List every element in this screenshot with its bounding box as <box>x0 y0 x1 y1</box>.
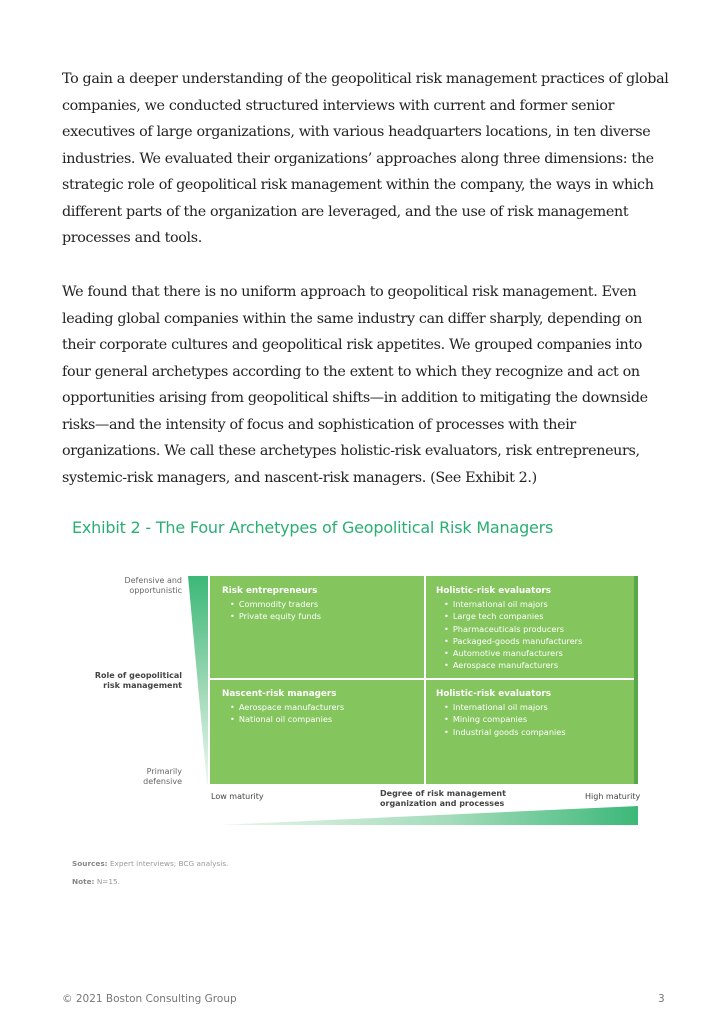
list-item: • International oil majors <box>444 598 636 610</box>
y-axis-gradient-wedge <box>188 576 208 784</box>
y-axis-top-line-2: opportunistic <box>129 586 182 595</box>
quadrant-grid <box>210 576 638 784</box>
footer-copyright: © 2021 Boston Consulting Group <box>62 993 237 1005</box>
note-text: N=15. <box>96 877 120 886</box>
x-axis-title-line-2: organization and processes <box>380 799 505 808</box>
x-axis-high-label: High maturity <box>585 792 641 801</box>
quadrant-title: Nascent-risk managers <box>222 689 337 699</box>
quadrant-risk-entrepreneurs <box>222 585 422 623</box>
y-axis-top-line-1: Defensive and <box>124 576 182 585</box>
list-item: • Industrial goods companies <box>444 726 636 738</box>
quadrant-nascent-risk-managers <box>222 688 422 726</box>
quadrant-title: Holistic-risk evaluators <box>436 586 551 596</box>
list-item: • Mining companies <box>444 713 636 725</box>
quadrant-list <box>222 598 422 623</box>
list-item: • Large tech companies <box>444 610 636 622</box>
list-item: • Aerospace manufacturers <box>444 659 636 671</box>
sources-label: Sources: <box>72 859 108 868</box>
y-axis-bottom-line-1: Primarily <box>146 767 182 776</box>
page-number: 3 <box>658 993 665 1005</box>
quadrant-title: Holistic-risk evaluators <box>436 689 551 699</box>
list-item: • National oil companies <box>230 713 422 725</box>
list-item: • Automotive manufacturers <box>444 647 636 659</box>
y-axis-top-label <box>124 576 182 596</box>
x-axis-title-line-1: Degree of risk management <box>380 789 506 798</box>
y-axis-title-line-1: Role of geopolitical <box>94 671 182 680</box>
x-axis-low-label: Low maturity <box>211 792 264 801</box>
y-axis-title-line-2: risk management <box>103 681 182 690</box>
list-item: • Packaged-goods manufacturers <box>444 635 636 647</box>
body-paragraph-2: We found that there is no uniform approach to geopolitical risk management. Even leading global companies within the same industry can differ sharply, depending on their corporate cultures and geopolitical risk appetites. We grouped companies into four general archetypes according to the extent to which they recognize and act on opportunities arising from geopolitical shifts—in addition to mitigating the downside risks—and the intensity of focus and sophistication of processes with their organizations. We call these archetypes holistic-risk evaluators, risk entrepreneurs, systemic-risk managers, and nascent-risk managers. (See Exhibit 2.) <box>62 284 648 486</box>
grid-divider-vertical <box>424 576 426 784</box>
y-axis-bottom-label <box>143 767 182 787</box>
quadrant-list <box>436 701 636 738</box>
exhibit-title: Exhibit 2 - The Four Archetypes of Geopolitical Risk Managers <box>72 518 554 537</box>
quadrant-title: Risk entrepreneurs <box>222 586 318 596</box>
x-axis-title <box>380 789 506 809</box>
list-item: • Aerospace manufacturers <box>230 701 422 713</box>
list-item: • Pharmaceuticals producers <box>444 623 636 635</box>
y-axis-title <box>95 671 182 691</box>
list-item: • Private equity funds <box>230 610 422 622</box>
list-item: • Commodity traders <box>230 598 422 610</box>
exhibit-note <box>72 877 120 886</box>
grid-divider-horizontal <box>210 678 638 680</box>
y-axis-bottom-line-2: defensive <box>143 777 182 786</box>
body-paragraph-1: To gain a deeper understanding of the geopolitical risk management practices of global companies, we conducted structured interviews with current and former senior executives of large organizations, with various headquarters locations, in ten diverse industries. We evaluated their organizations’ approaches along three dimensions: the strategic role of geopolitical risk management within the company, the ways in which different parts of the organization are leveraged, and the use of risk management processes and tools. <box>62 71 669 246</box>
quadrant-list <box>222 701 422 726</box>
quadrant-holistic-risk-evaluators-bottom <box>436 688 636 738</box>
exhibit-sources <box>72 859 228 868</box>
quadrant-holistic-risk-evaluators-top <box>436 585 636 672</box>
list-item: • International oil majors <box>444 701 636 713</box>
sources-text: Expert interviews; BCG analysis. <box>109 859 229 868</box>
note-label: Note: <box>72 877 95 886</box>
quadrant-list <box>436 598 636 672</box>
